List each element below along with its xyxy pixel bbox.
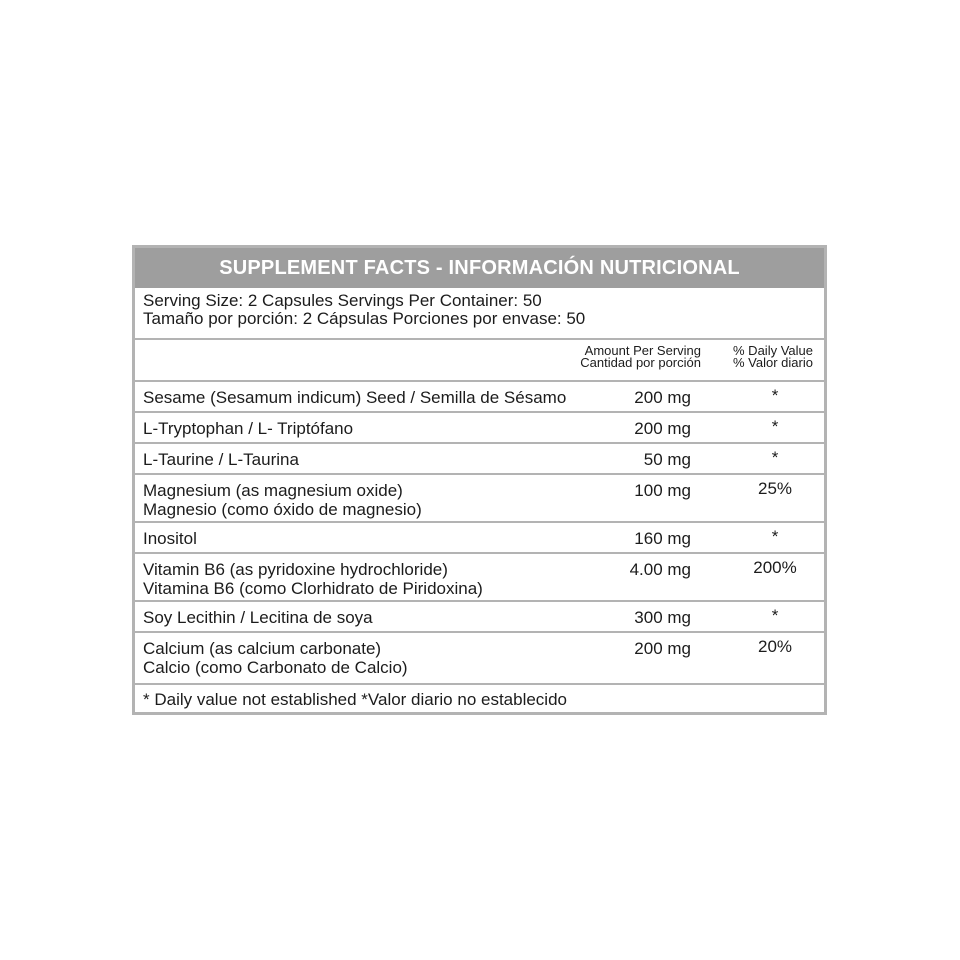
- supplement-facts-panel: [132, 245, 827, 715]
- panel-title: SUPPLEMENT FACTS - INFORMACIÓN NUTRICIONAL: [135, 248, 824, 288]
- amount-column-header: [565, 345, 701, 369]
- ingredient-row: [135, 633, 824, 685]
- ingredient-name: [143, 608, 373, 627]
- ingredient-amount: 200 mg: [634, 639, 691, 658]
- ingredient-amount: 50 mg: [643, 450, 691, 469]
- ingredient-daily-value: *: [771, 417, 779, 436]
- ingredient-name: [143, 639, 408, 677]
- ingredient-daily-value: 25%: [757, 479, 793, 498]
- column-headers: [135, 340, 824, 382]
- ingredient-name: [143, 560, 483, 598]
- ingredient-name-line: Magnesium (as magnesium oxide): [143, 481, 403, 500]
- ingredient-amount: 300 mg: [634, 608, 691, 627]
- ingredient-daily-value: *: [771, 386, 779, 405]
- ingredient-name-line-es: Vitamina B6 (como Clorhidrato de Piridoxina): [143, 579, 483, 598]
- ingredient-name: [143, 529, 197, 548]
- ingredient-amount: 200 mg: [634, 388, 691, 407]
- ingredient-daily-value: 20%: [757, 637, 793, 656]
- ingredient-row: [135, 554, 824, 602]
- ingredient-name-line: L-Tryptophan / L- Triptófano: [143, 419, 354, 438]
- ingredient-name-line-es: Magnesio (como óxido de magnesio): [143, 500, 422, 519]
- ingredient-name-line: Inositol: [143, 529, 197, 548]
- ingredient-amount: 200 mg: [634, 419, 691, 438]
- ingredient-amount: 100 mg: [634, 481, 691, 500]
- ingredient-daily-value: *: [771, 527, 779, 546]
- serving-info: [135, 288, 824, 340]
- serving-line-es: Tamaño por porción: 2 Cápsulas Porciones por envase: 50: [143, 309, 586, 328]
- ingredient-name: [143, 481, 422, 519]
- dv-header-es: % Valor diario: [733, 355, 813, 370]
- ingredient-daily-value: *: [771, 448, 779, 467]
- ingredient-row: [135, 602, 824, 633]
- ingredient-name: [143, 388, 566, 407]
- ingredient-name-line: Sesame (Sesamum indicum) Seed / Semilla de Sésamo: [143, 388, 567, 407]
- ingredient-row: [135, 382, 824, 413]
- ingredient-row: [135, 523, 824, 554]
- daily-value-column-header: [713, 345, 833, 369]
- ingredient-name: [143, 450, 299, 469]
- footnote: * Daily value not established *Valor diario no establecido: [143, 690, 567, 709]
- ingredient-name-line: L-Taurine / L-Taurina: [143, 450, 299, 469]
- dv-header-en: % Daily Value: [733, 343, 813, 358]
- ingredient-amount: 4.00 mg: [629, 560, 691, 579]
- ingredient-amount: 160 mg: [634, 529, 691, 548]
- ingredient-name-line: Soy Lecithin / Lecitina de soya: [143, 608, 373, 627]
- ingredient-name-line-es: Calcio (como Carbonato de Calcio): [143, 658, 408, 677]
- amount-header-en: Amount Per Serving: [584, 343, 701, 358]
- ingredient-name-line: Calcium (as calcium carbonate): [143, 639, 382, 658]
- ingredient-name-line: Vitamin B6 (as pyridoxine hydrochloride): [143, 560, 448, 579]
- amount-header-es: Cantidad por porción: [580, 355, 701, 370]
- ingredient-daily-value: *: [771, 606, 779, 625]
- ingredient-row: [135, 444, 824, 475]
- serving-line-en: Serving Size: 2 Capsules Servings Per Container: 50: [143, 291, 542, 310]
- ingredient-row: [135, 413, 824, 444]
- ingredient-daily-value: 200%: [753, 558, 797, 577]
- ingredient-row: [135, 475, 824, 523]
- ingredient-name: [143, 419, 353, 438]
